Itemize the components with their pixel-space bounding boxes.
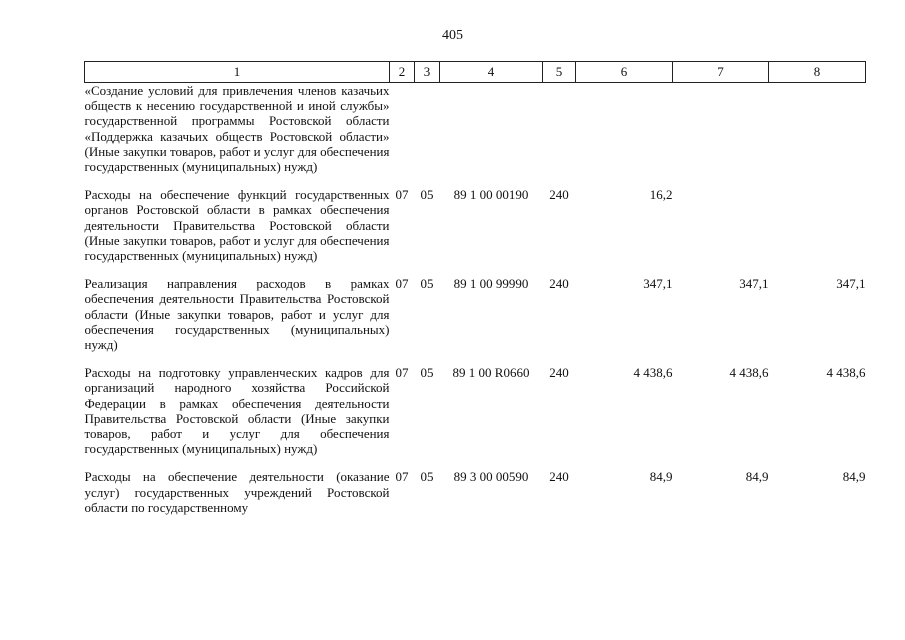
row-name: Расходы на обеспечение деятельности (оказание услуг) государственных учреждений Ростовской области по государственному <box>84 469 390 515</box>
row-section: 07 <box>395 365 409 381</box>
row-subsection: 05 <box>420 187 434 203</box>
row-name: Реализация направления расходов в рамках обеспечения деятельности Правительства Ростовской области (Иные закупки товаров, работ и услуг для обеспечения государственных (муниципальных) нужд) <box>84 276 390 353</box>
table-body <box>85 83 866 516</box>
row-amount-3: 84,9 <box>842 469 866 485</box>
row-amount-3: 347,1 <box>836 276 866 292</box>
row-amount-3 <box>769 183 866 272</box>
row-target-article: 89 1 00 R0660 <box>452 365 530 381</box>
page-number: 405 <box>442 28 463 43</box>
row-section: 07 <box>395 469 409 485</box>
header-col-8: 8 <box>769 62 866 83</box>
row-expense-type: 240 <box>549 187 569 203</box>
table-row <box>85 83 866 184</box>
row-amount-3: 4 438,6 <box>826 365 866 381</box>
row-section <box>390 83 415 184</box>
table-row <box>85 465 866 515</box>
header-col-5: 5 <box>543 62 576 83</box>
row-amount-1: 84,9 <box>649 469 673 485</box>
row-expense-type: 240 <box>549 365 569 381</box>
table-row <box>85 183 866 272</box>
row-name: «Создание условий для привлечения членов казачьих обществ к несению государственной и иной службы» государственной программы Ростовской области «Поддержка казачьих обществ Ростовской области» (Иные закупки товаров, работ и услуг для обеспечения государственных (муниципальных) нужд) <box>84 83 390 175</box>
header-col-7: 7 <box>673 62 769 83</box>
row-amount-1: 4 438,6 <box>633 365 673 381</box>
row-subsection: 05 <box>420 469 434 485</box>
row-amount-1: 16,2 <box>649 187 673 203</box>
row-expense-type: 240 <box>549 276 569 292</box>
row-amount-2 <box>673 183 769 272</box>
header-col-6: 6 <box>576 62 673 83</box>
row-amount-3 <box>769 83 866 184</box>
row-expense-type <box>543 83 576 184</box>
row-amount-2: 347,1 <box>739 276 769 292</box>
header-col-3: 3 <box>415 62 440 83</box>
row-amount-2: 4 438,6 <box>729 365 769 381</box>
table-row <box>85 272 866 361</box>
row-target-article: 89 3 00 00590 <box>453 469 529 485</box>
table-row <box>85 361 866 465</box>
row-name: Расходы на обеспечение функций государственных органов Ростовской области в рамках обеспечения деятельности Правительства Ростовской области (Иные закупки товаров, работ и услуг для обеспечения государственных (муниципальных) нужд) <box>84 187 390 264</box>
header-row <box>85 62 866 83</box>
row-amount-1 <box>576 83 673 184</box>
row-section: 07 <box>395 187 409 203</box>
row-amount-2: 84,9 <box>745 469 769 485</box>
row-amount-2 <box>673 83 769 184</box>
budget-table <box>84 61 866 515</box>
row-target-article: 89 1 00 00190 <box>453 187 529 203</box>
row-target-article <box>440 83 543 184</box>
row-section: 07 <box>395 276 409 292</box>
header-col-1: 1 <box>85 62 390 83</box>
row-subsection: 05 <box>420 276 434 292</box>
row-target-article: 89 1 00 99990 <box>453 276 529 292</box>
row-subsection <box>415 83 440 184</box>
row-name: Расходы на подготовку управленческих кадров для организаций народного хозяйства Российской Федерации в рамках обеспечения деятельности Правительства Ростовской области (Иные закупки товаров, работ и услуг для обеспечения государственных (муниципальных) нужд) <box>84 365 390 457</box>
row-amount-1: 347,1 <box>643 276 673 292</box>
header-col-4: 4 <box>440 62 543 83</box>
row-expense-type: 240 <box>549 469 569 485</box>
header-col-2: 2 <box>390 62 415 83</box>
table-header <box>85 62 866 83</box>
row-subsection: 05 <box>420 365 434 381</box>
